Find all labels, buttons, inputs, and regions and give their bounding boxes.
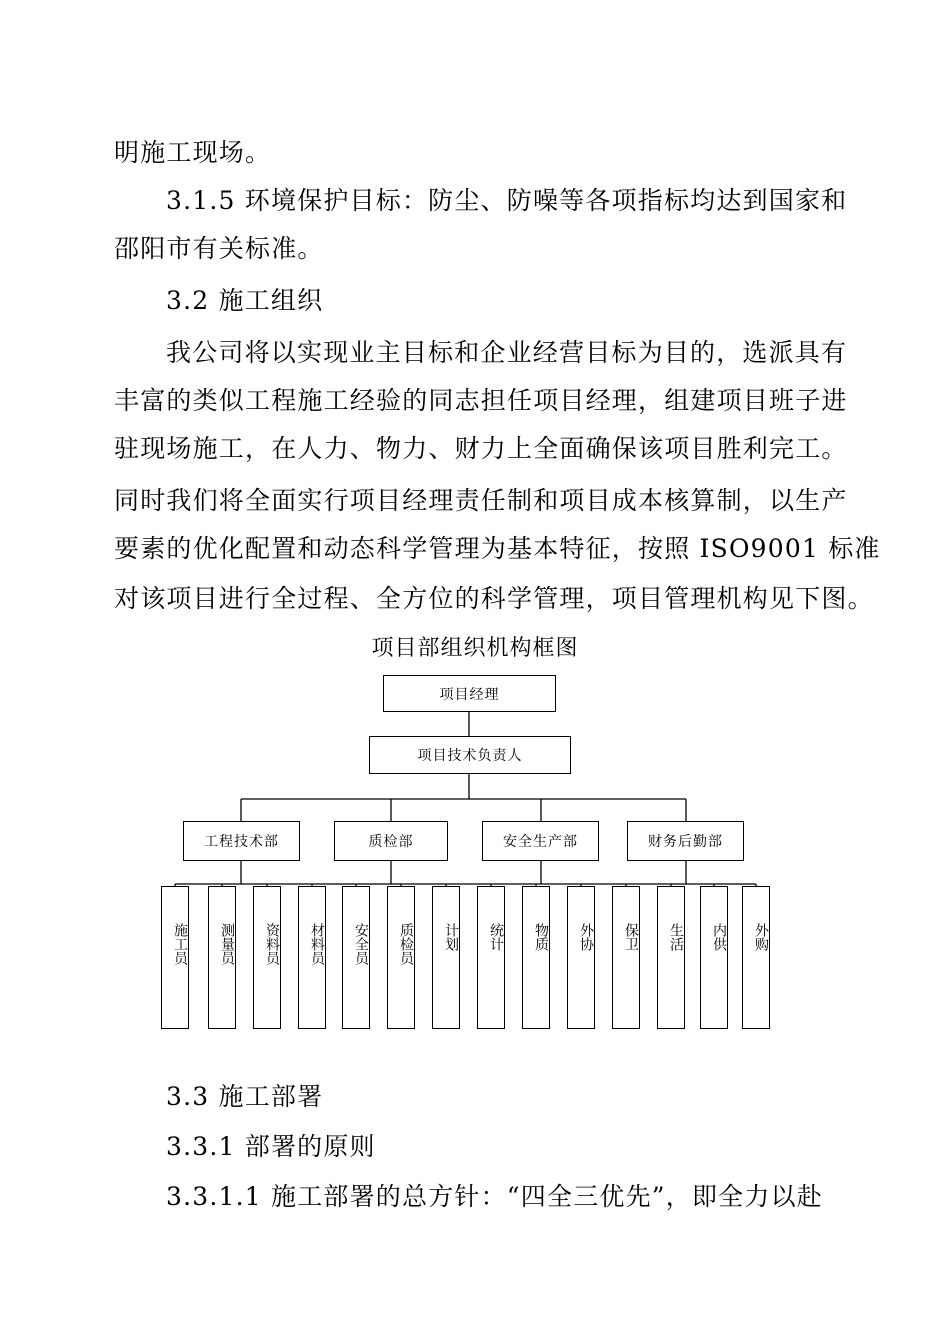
paragraph-line: 要素的优化配置和动态科学管理为基本特征，按照 ISO9001 标准 <box>114 534 881 563</box>
org-chart-title: 项目部组织机构框图 <box>371 636 579 661</box>
org-box-staff: 施工员 <box>161 886 189 1029</box>
section-heading: 3.3.1 部署的原则 <box>166 1132 376 1161</box>
org-box-manager: 项目经理 <box>383 675 556 712</box>
org-box-department: 工程技术部 <box>183 821 300 861</box>
org-box-department: 财务后勤部 <box>627 821 744 861</box>
paragraph-line: 我公司将以实现业主目标和企业经营目标为目的，选派具有 <box>166 338 848 367</box>
org-box-department: 安全生产部 <box>482 821 599 861</box>
org-box-staff: 保卫 <box>612 886 640 1029</box>
org-box-staff: 材料员 <box>298 886 326 1029</box>
paragraph-line: 3.3.1.1 施工部署的总方针：“四全三优先”，即全力以赴 <box>166 1182 823 1211</box>
org-box-staff: 外购 <box>742 886 770 1029</box>
org-box-staff: 统计 <box>477 886 505 1029</box>
paragraph-line: 驻现场施工，在人力、物力、财力上全面确保该项目胜利完工。 <box>114 434 848 463</box>
section-heading: 3.3 施工部署 <box>166 1082 324 1111</box>
org-box-staff: 外协 <box>567 886 595 1029</box>
org-box-staff: 资料员 <box>253 886 281 1029</box>
org-box-staff: 质检员 <box>387 886 415 1029</box>
org-box-staff: 生活 <box>657 886 685 1029</box>
paragraph-line: 明施工现场。 <box>114 138 272 167</box>
paragraph-line: 同时我们将全面实行项目经理责任制和项目成本核算制，以生产 <box>114 486 848 515</box>
org-box-staff: 安全员 <box>342 886 370 1029</box>
section-heading: 3.2 施工组织 <box>166 286 324 315</box>
paragraph-line: 丰富的类似工程施工经验的同志担任项目经理，组建项目班子进 <box>114 386 848 415</box>
org-box-staff: 物质 <box>522 886 550 1029</box>
org-box-department: 质检部 <box>334 821 448 861</box>
org-box-staff: 测量员 <box>208 886 236 1029</box>
paragraph-line: 邵阳市有关标准。 <box>114 234 324 263</box>
org-box-staff: 内供 <box>700 886 728 1029</box>
org-box-staff: 计划 <box>432 886 460 1029</box>
paragraph-line: 3.1.5 环境保护目标：防尘、防噪等各项指标均达到国家和 <box>166 186 848 215</box>
org-box-tech-lead: 项目技术负责人 <box>369 736 571 774</box>
paragraph-line: 对该项目进行全过程、全方位的科学管理，项目管理机构见下图。 <box>114 584 874 613</box>
